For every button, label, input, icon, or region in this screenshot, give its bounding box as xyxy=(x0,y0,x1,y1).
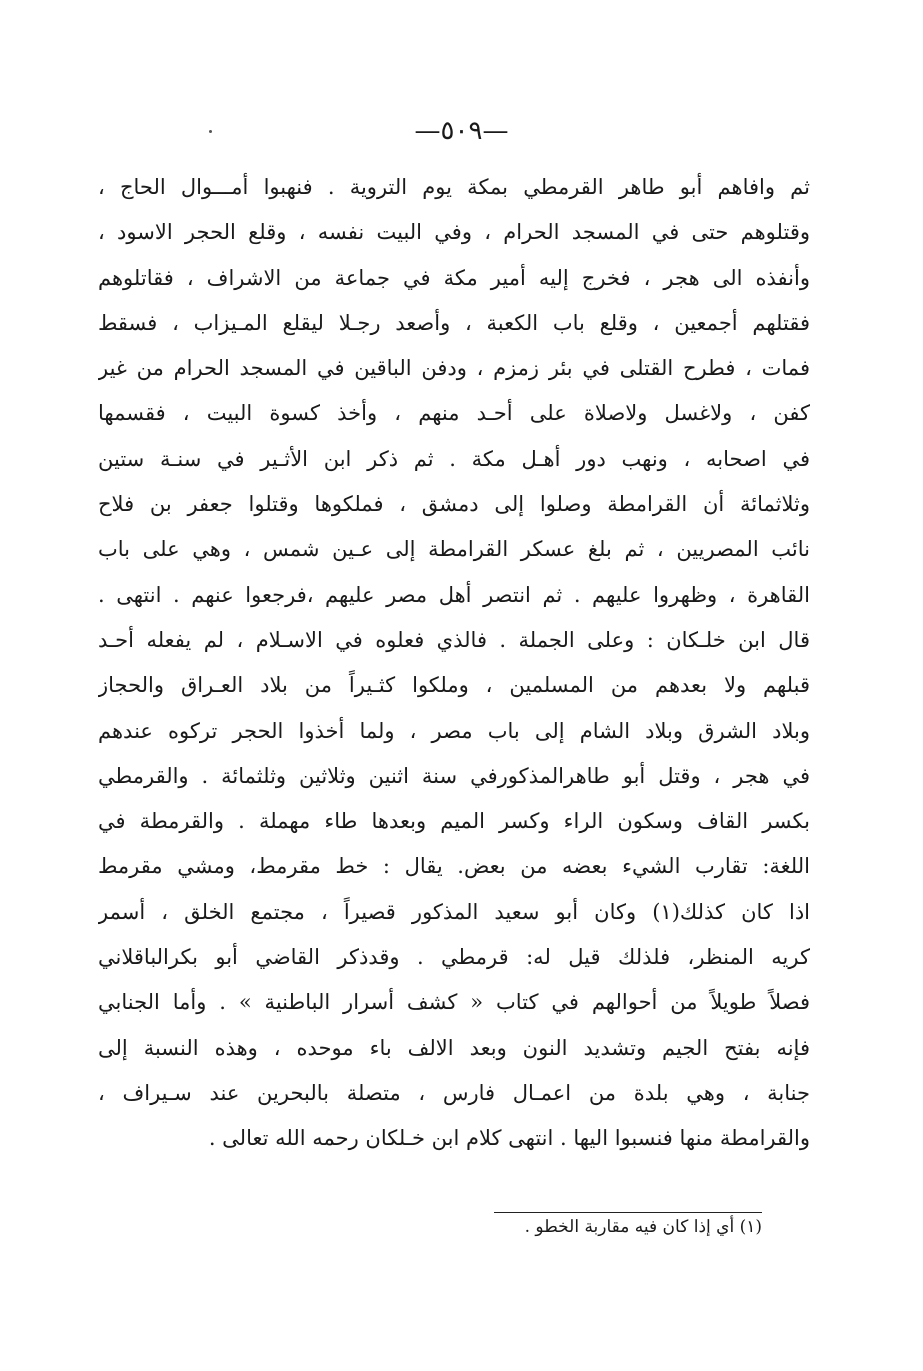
text-line: وبلاد الشرق وبلاد الشام إلى باب مصر ، ولما أخذوا الحجر تركوه عندهم xyxy=(98,718,810,743)
text-line: فإنه بفتح الجيم وتشديد النون وبعد الالف باء موحده ، وهذه النسبة إلى xyxy=(98,1035,810,1060)
text-line: اللغة: تقارب الشيء بعضه من بعض. يقال : خط مقرمط، ومشي مقرمط xyxy=(98,854,810,879)
text-line: والقرامطة منها فنسبوا اليها . انتهى كلام ابن خـلكان رحمه الله تعالى . xyxy=(208,1126,810,1151)
text-line: كريه المنظر، فلذلك قيل له: قرمطي . وقدذكر القاضي أبو بكرالباقلاني xyxy=(98,945,810,970)
text-line: وقتلوهم حتى في المسجد الحرام ، وفي البيت نفسه ، وقلع الحجر الاسود ، xyxy=(98,220,810,245)
text-line: بكسر القاف وسكون الراء وكسر الميم وبعدها طاء مهملة . والقرمطة في xyxy=(98,809,810,834)
text-line: القاهرة ، وظهروا عليهم . ثم انتصر أهل مصر عليهم ،فرجعوا عنهم . انتهى . xyxy=(98,582,810,607)
text-line: فصلاً طويلاً من أحوالهم في كتاب « كشف أسرار الباطنية » . وأما الجنابي xyxy=(98,990,810,1015)
text-line: نائب المصريين ، ثم بلغ عسكر القرامطة إلى عـين شمس ، وهي على باب xyxy=(98,537,810,562)
text-line: فقتلهم أجمعين ، وقلع باب الكعبة ، وأصعد رجـلا ليقلع المـيزاب ، فسقط xyxy=(98,310,810,335)
text-line: قال ابن خلـكان : وعلى الجملة . فالذي فعلوه في الاسـلام ، لم يفعله أحـد xyxy=(98,627,810,652)
text-line: في هجر ، وقتل أبو طاهرالمذكورفي سنة اثنين وثلاثين وثلثمائة . والقرمطي xyxy=(98,763,810,788)
text-line: جنابة ، وهي بلدة من اعمـال فارس ، متصلة بالبحرين عند سـيراف ، xyxy=(98,1080,810,1105)
text-line: في اصحابه ، ونهب دور أهـل مكة . ثم ذكر ابن الأثـير في سنـة ستين xyxy=(98,446,810,471)
footnote: (١) أي إذا كان فيه مقاربة الخطو . xyxy=(524,1217,762,1237)
text-line: قبلهم ولا بعدهم من المسلمين ، وملكوا كثـيراً من بلاد العـراق والحجاز xyxy=(98,673,810,698)
text-line: اذا كان كذلك(١) وكان أبو سعيد المذكور قصيراً ، مجتمع الخلق ، أسمر xyxy=(98,899,810,924)
body-text xyxy=(98,165,810,1162)
page-number: —٥٠٩— xyxy=(414,116,509,146)
text-line: كفن ، ولاغسل ولاصلاة على أحـد منهم ، وأخذ كسوة البيت ، فقسمها xyxy=(98,401,810,426)
text-line: فمات ، فطرح القتلى في بئر زمزم ، ودفن الباقين في المسجد الحرام من غير xyxy=(98,356,810,381)
text-line: وثلاثمائة أن القرامطة وصلوا إلى دمشق ، فملكوها وقتلوا جعفر بن فلاح xyxy=(98,492,810,517)
text-line: ثم وافاهم أبو طاهر القرمطي بمكة يوم التروية . فنهبوا أمـــوال الحاج ، xyxy=(98,175,810,199)
text-line: وأنفذه الى هجر ، فخرج إليه أمير مكة في جماعة من الاشراف ، فقاتلوهم xyxy=(98,265,810,290)
